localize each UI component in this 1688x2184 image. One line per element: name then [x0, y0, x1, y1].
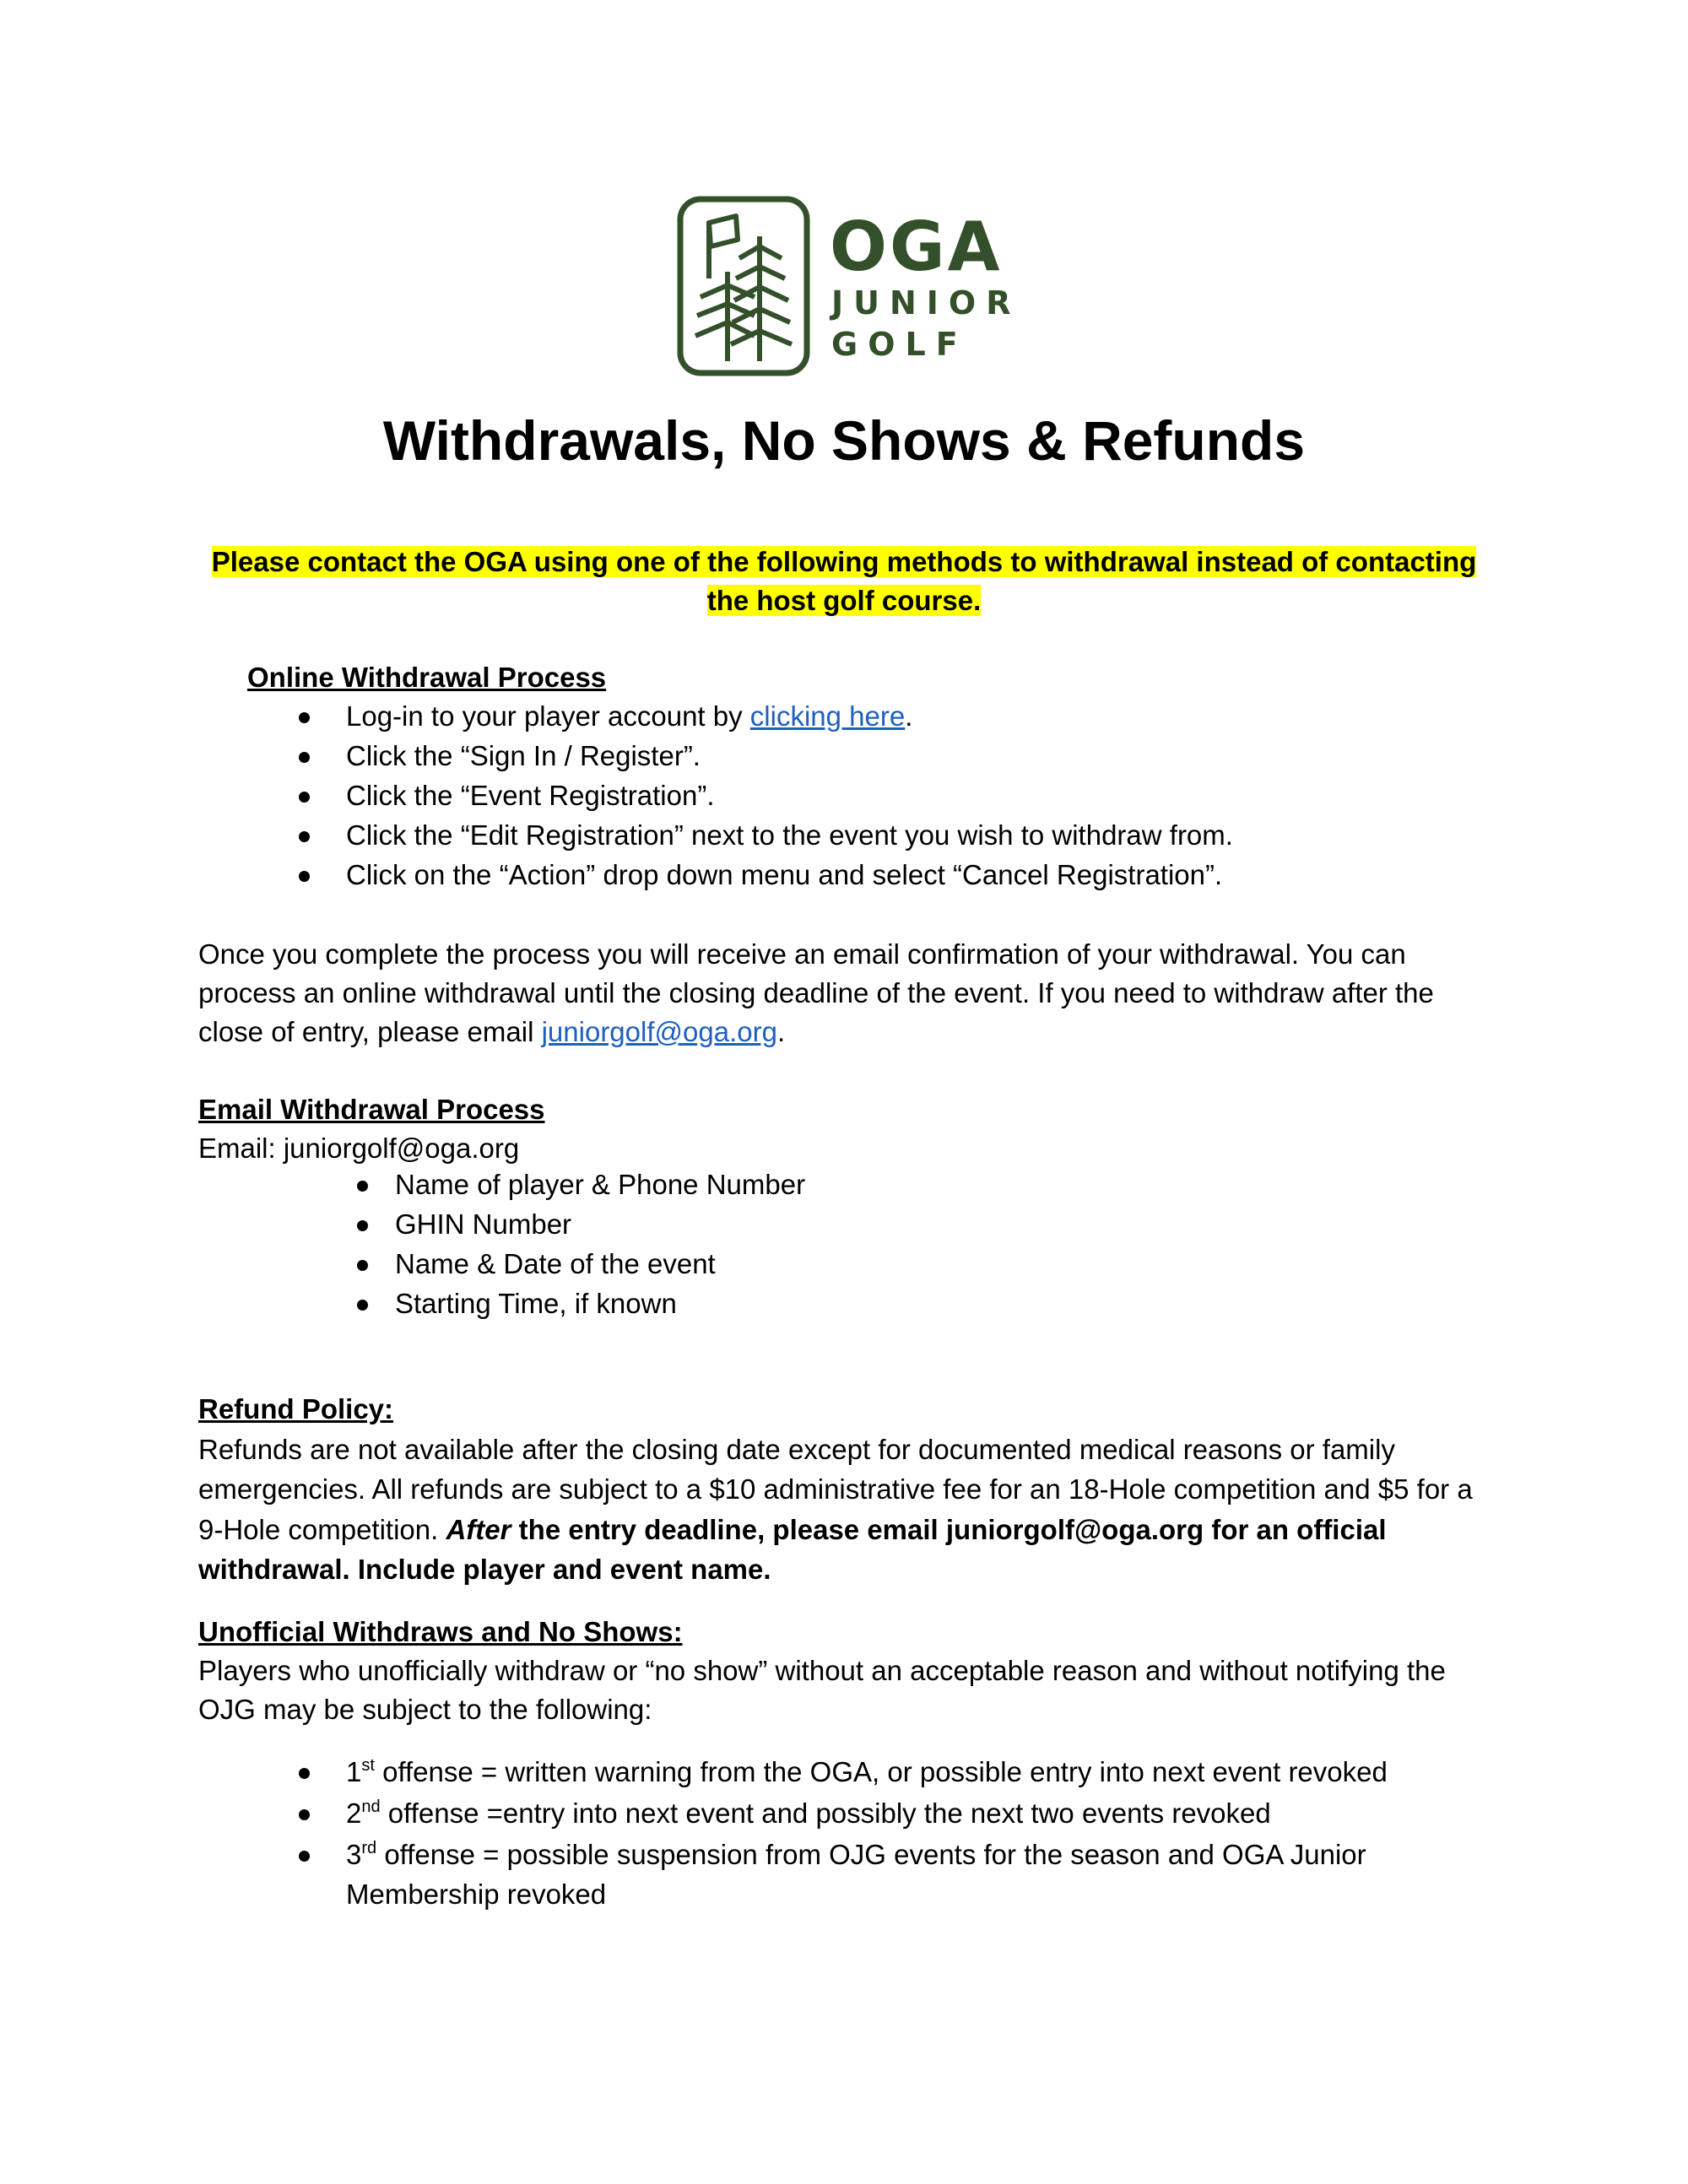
bullet-icon [357, 1181, 368, 1192]
list-item: GHIN Number [395, 1204, 1492, 1244]
logo-text-oga: OGA [830, 208, 1003, 286]
email-address-line: Email: juniorgolf@oga.org [198, 1133, 520, 1164]
bullet-icon [299, 792, 310, 803]
refund-policy-heading: Refund Policy: [198, 1393, 394, 1424]
email-withdrawal-heading: Email Withdrawal Process [198, 1094, 545, 1125]
list-item: 3rd offense = possible suspension from OJG events for the season and OGA Junior Membership revoked [346, 1835, 1460, 1914]
refund-policy-text: Refunds are not available after the closing date except for documented medical reasons or family emergencies. All refunds are subject to a $10 administrative fee for an 18-Hole competition and $5 for a 9-Hole competition. After the entry deadline, please email juniorgolf@oga.org for an official withdrawal. Include player and event name. [198, 1433, 1473, 1585]
bullet-icon [299, 1851, 310, 1862]
bullet-icon [299, 712, 310, 723]
refund-policy-block [198, 1389, 1490, 1590]
juniorgolf-email-link[interactable]: juniorgolf@oga.org [541, 1016, 777, 1047]
logo-text-junior: JUNIOR [831, 284, 1021, 322]
list-item: 2nd offense =entry into next event and possibly the next two events revoked [346, 1793, 1460, 1833]
flag-and-pine-trees-icon [677, 196, 812, 376]
list-item: Click the “Sign In / Register”. [346, 736, 1528, 776]
unofficial-withdraws-heading: Unofficial Withdraws and No Shows: [198, 1616, 683, 1647]
list-item: Name & Date of the event [395, 1244, 1492, 1284]
online-confirmation-paragraph: Once you complete the process you will receive an email confirmation of your withdrawal. You can process an online withdrawal until the closing deadline of the event. If you need to withdraw after the close of entry, please email juniorgolf@oga.org. [198, 938, 1434, 1047]
page-title: Withdrawals, No Shows & Refunds [382, 409, 1306, 472]
oga-junior-golf-logo [677, 196, 1021, 376]
offense-list [346, 1752, 1460, 1916]
clicking-here-link[interactable]: clicking here [749, 700, 906, 732]
list-item: 1st offense = written warning from the OGA, or possible entry into next event revoked [346, 1752, 1460, 1792]
list-item: Name of player & Phone Number [395, 1165, 1492, 1204]
bullet-icon [299, 1809, 310, 1820]
online-withdrawal-heading: Online Withdrawal Process [247, 662, 607, 693]
highlighted-notice-text: Please contact the OGA using one of the following methods to withdrawal instead of contacting the host golf course. [211, 546, 1477, 616]
list-item: Click the “Event Registration”. [346, 776, 1528, 815]
list-item: Starting Time, if known [395, 1284, 1492, 1323]
unofficial-withdraws-text: Players who unofficially withdraw or “no show” without an acceptable reason and without notifying the OJG may be subject to the following: [198, 1655, 1446, 1725]
after-emphasis: After [446, 1513, 511, 1545]
bullet-icon [299, 871, 310, 882]
bullet-icon [357, 1220, 368, 1231]
email-withdrawal-block [198, 1090, 1490, 1168]
online-withdrawal-steps [346, 696, 1528, 895]
list-item: Log-in to your player account by clicking here. [346, 696, 1528, 736]
bullet-icon [357, 1300, 368, 1311]
bullet-icon [299, 1768, 310, 1779]
bullet-icon [299, 752, 310, 763]
bullet-icon [299, 831, 310, 842]
contact-notice [203, 543, 1485, 620]
bullet-icon [357, 1260, 368, 1271]
email-required-info-list [395, 1165, 1492, 1323]
online-withdrawal-heading-block [247, 658, 1539, 697]
list-item: Click the “Edit Registration” next to the event you wish to withdraw from. [346, 815, 1528, 855]
list-item: Click on the “Action” drop down menu and select “Cancel Registration”. [346, 855, 1528, 895]
logo-text-golf: GOLF [831, 326, 968, 363]
unofficial-withdraws-block [198, 1613, 1490, 1729]
